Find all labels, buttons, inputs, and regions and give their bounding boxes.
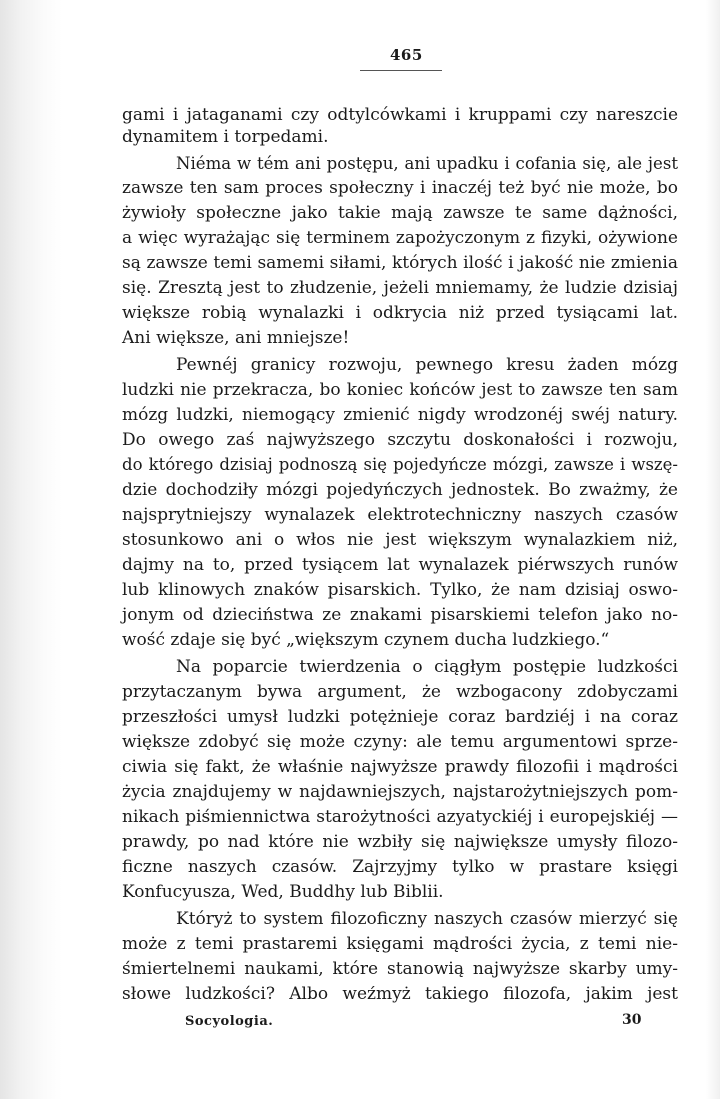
text-line: Ani większe, ani mniejsze! <box>122 328 350 348</box>
text-line: do którego dzisiaj podnoszą się pojedyńcze mózgi, zawsze i wszę- <box>122 455 678 474</box>
text-line: Któryż to system filozoficzny naszych czasów mierzyć się <box>176 909 678 929</box>
text-line: może z temi prastaremi księgami mądrości życia, z temi nie- <box>122 934 678 954</box>
text-line: dzie dochodziły mózgi pojedyńczych jednostek. Bo zważmy, że <box>122 480 678 500</box>
text-line: dajmy na to, przed tysiącem lat wynalazek piérwszych runów <box>122 555 678 575</box>
text-line: słowe ludzkości? Albo weźmyż takiego filozofa, jakim jest <box>122 984 678 1004</box>
text-line: ficzne naszych czasów. Zajrzyjmy tylko w prastare księgi <box>122 857 678 877</box>
signature-number: 30 <box>622 1012 642 1028</box>
text-line: Pewnéj granicy rozwoju, pewnego kresu żaden mózg <box>176 355 678 375</box>
text-line: ludzki nie przekracza, bo koniec końców jest to zawsze ten sam <box>122 380 678 400</box>
text-line: lub klinowych znaków pisarskich. Tylko, że nam dzisiaj oswo- <box>122 580 678 600</box>
text-line: żywioły społeczne jako takie mają zawsze te same dążności, <box>122 203 678 223</box>
text-line: prawdy, po nad które nie wzbiły się największe umysły filozo- <box>122 832 678 852</box>
page-number: 465 <box>390 46 423 64</box>
text-line: mózg ludzki, niemogący zmienić nigdy wrodzonéj swéj natury. <box>122 405 678 425</box>
text-line: przytaczanym bywa argument, że wzbogacony zdobyczami <box>122 682 678 702</box>
text-line: Niéma w tém ani postępu, ani upadku i cofania się, ale jest <box>176 154 678 173</box>
text-line: większe zdobyć się może czyny: ale temu argumentowi sprze- <box>122 732 678 752</box>
page-number-rule <box>360 70 442 71</box>
text-line: ciwia się fakt, że właśnie najwyższe prawdy filozofii i mądrości <box>122 757 678 777</box>
text-line: są zawsze temi samemi siłami, których ilość i jakość nie zmienia <box>122 253 678 273</box>
scan-margin-shadow <box>0 0 62 1099</box>
text-line: a więc wyrażając się terminem zapożyczonym z fizyki, ożywione <box>122 228 678 248</box>
text-line: Konfucyusza, Wed, Buddhy lub Biblii. <box>122 882 444 902</box>
text-line: większe robią wynalazki i odkrycia niż przed tysiącami lat. <box>122 303 678 323</box>
text-line: przeszłości umysł ludzki potężnieje coraz bardziéj i na coraz <box>122 707 678 727</box>
scan-edge-shadow <box>706 0 720 1099</box>
signature-mark: Socyologia. <box>185 1014 274 1029</box>
text-line: się. Zresztą jest to złudzenie, jeżeli mniemamy, że ludzie dzisiaj <box>122 278 678 298</box>
text-line: życia znajdujemy w najdawniejszych, najstarożytniejszych pom- <box>122 782 678 802</box>
text-line: Na poparcie twierdzenia o ciągłym postępie ludzkości <box>176 657 678 677</box>
text-line: stosunkowo ani o włos nie jest większym wynalazkiem niż, <box>122 530 678 550</box>
text-line: zawsze ten sam proces społeczny i inaczéj też być nie może, bo <box>122 178 678 198</box>
text-line: dynamitem i torpedami. <box>122 127 329 147</box>
text-line: nikach piśmiennictwa starożytności azyatyckiéj i europejskiéj — <box>122 807 678 827</box>
text-line: śmiertelnemi naukami, które stanowią najwyższe skarby umy- <box>122 959 678 979</box>
text-line: najsprytniejszy wynalazek elektrotechniczny naszych czasów <box>122 505 678 525</box>
text-line: jonym od dzieciństwa ze znakami pisarskiemi telefon jako no- <box>122 605 678 625</box>
text-line: wość zdaje się być „większym czynem ducha ludzkiego.“ <box>122 630 610 650</box>
text-line: Do owego zaś najwyższego szczytu doskonałości i rozwoju, <box>122 430 678 450</box>
text-line: gami i jataganami czy odtylcówkami i kruppami czy nareszcie <box>122 105 678 125</box>
